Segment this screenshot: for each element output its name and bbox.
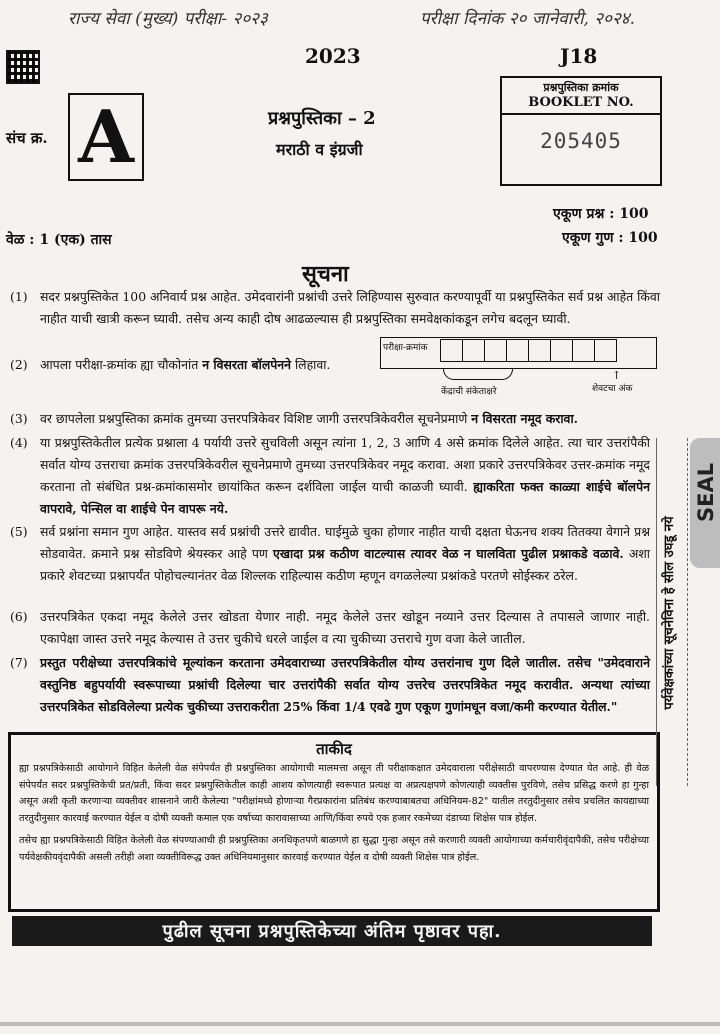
centre-code-brace	[443, 369, 513, 380]
instruction-2: (2) आपला परीक्षा-क्रमांक ह्या चौकोनांत न विसरता बॉलपेनने लिहावा.	[10, 357, 331, 372]
instruction-7: (7) प्रस्तुत परीक्षेच्या उत्तरपत्रिकांचे मूल्यांकन करताना उमेदवाराच्या उत्तरपत्रिकेतील योग्य उत्तरांनाच गुण दिले जातील. तसेच "उमेदवाराने वस्तुनिष्ठ बहुपर्यायी स्वरूपाच्या प्रश्नांची दिलेल्या चार उत्तरांपैकी सर्वात योग्य उत्तरेच उत्तरपत्रिकेत नमूद करावीत. अन्यथा त्यांच्या उत्तरपत्रिकेत सोडविलेल्या प्रत्येक चुकीच्या उत्तराकरीता 25% किंवा 1/4 एवढे गुण एकूण गुणांमधून वजा/कमी करण्यात येतील."	[10, 655, 650, 714]
instruction-4: (4) या प्रश्नपुस्तिकेतील प्रत्येक प्रश्नाला 4 पर्यायी उत्तरे सुचविली असून त्यांना 1, 2, 3 आणि 4 असे क्रमांक दिलेले आहेत. त्या चार उत्तरांपैकी सर्वात योग्य उत्तराचा क्रमांक उत्तरपत्रिकेवरील सूचनेप्रमाणे तुमच्या उत्तरपत्रिकेवर नमूद करावा. अशा प्रकारे उत्तरपत्रिकेवर उत्तर-क्रमांक नमूद करताना तो संबंधित प्रश्न-क्रमांकासमोर छायांकित करून दर्शविला जाईल याची काळजी घ्यावी. ह्याकरिता फक्त काळ्या शाईचे बॉलपेन वापरावे, पेन्सिल वा शाईचे पेन वापरू नये.	[10, 435, 650, 516]
warning-para-1: ह्या प्रश्नपत्रिकेसाठी आयोगाने विहित केलेली वेळ संपेपर्यंत ही प्रश्नपुस्तिका आयोगाची मालमत्ता असून ती परीक्षाकक्षात उमेदवाराला परीक्षेसाठी वापरण्यास देण्यात येत आहे. ही वेळ संपेपर्यंत सदर प्रश्नपुस्तिकेची प्रत/प्रती, किंवा सदर प्रश्नपुस्तिकेतील काही आशय कोणत्याही स्वरूपात प्रत्यक्ष वा अप्रत्यक्षपणे कोणत्याही व्यक्तीस पुरविणे, तसेच प्रसिद्ध करणे हा गुन्हा असून अशी कृती करणाऱ्या व्यक्तीवर शासनाने जारी केलेल्या "परीक्षांमध्ये होणाऱ्या गैरप्रकारांना प्रतिबंध करण्याबाबतचा अधिनियम-82" यातील तरतुदीनुसार तसेच प्रचलित कायद्याच्या तरतुदीनुसार कारवाई करण्यात येईल व दोषी व्यक्ती कमाल एक वर्षाच्या कारावासाच्या आणि/किंवा रुपये एक हजार रकमेच्या दंडाच्या शिक्षेस पात्र होईल.	[19, 763, 649, 824]
total-marks: एकूण गुण : 100	[562, 230, 658, 246]
roll-digit-cell[interactable]	[440, 339, 463, 362]
set-label: संच क्र.	[6, 129, 48, 147]
handwritten-exam-name: राज्य सेवा (मुख्य) परीक्षा- २०२३	[68, 9, 268, 29]
roll-digit-cell[interactable]	[528, 339, 551, 362]
booklet-number: 205405	[540, 129, 622, 153]
roll-digit-cell[interactable]	[594, 339, 617, 362]
warning-box	[8, 732, 660, 912]
time-allowed: वेळ : 1 (एक) तास	[6, 232, 112, 248]
last-digit-caption: शेवटचा अंक	[592, 384, 633, 394]
roll-digit-cell[interactable]	[550, 339, 573, 362]
instructions-heading: सूचना	[302, 261, 349, 287]
booklet-title: प्रश्नपुस्तिका – 2	[268, 108, 376, 129]
booklet-no-label-en: BOOKLET NO.	[528, 95, 634, 110]
roll-digit-cell[interactable]	[462, 339, 485, 362]
warning-para-2: तसेच ह्या प्रश्नपत्रिकेसाठी विहित केलेली वेळ संपण्याआधी ही प्रश्नपुस्तिका अनधिकृतपणे बाळगणे हा सुद्धा गुन्हा असून तसे करणारी व्यक्ती आयोगाच्या कर्मचारीवृंदापैकी, तसेच परीक्षेच्या पर्यवेक्षकीयवृंदापैकी असली तरीही अशा व्यक्तीविरूद्ध उक्त अधिनियमानुसार कारवाई करण्यात येईल व दोषी व्यक्ती शिक्षेस पात्र होईल.	[19, 835, 649, 863]
total-questions: एकूण प्रश्न : 100	[553, 206, 649, 222]
handwritten-exam-date: परीक्षा दिनांक २० जानेवारी, २०२४.	[420, 9, 636, 29]
footer-banner: पुढील सूचना प्रश्नपुस्तिकेच्या अंतिम पृष्ठावर पहा.	[12, 916, 652, 946]
page-edge	[0, 1022, 720, 1026]
set-letter: A	[78, 94, 134, 179]
roll-digit-cell[interactable]	[484, 339, 507, 362]
roll-digit-cell[interactable]	[572, 339, 595, 362]
booklet-no-label-mr: प्रश्नपुस्तिका क्रमांक	[543, 81, 619, 94]
seal-tab-label: SEAL	[694, 462, 718, 522]
roll-grid-label: परीक्षा-क्रमांक	[383, 343, 428, 353]
instruction-6: (6) उत्तरपत्रिकेत एकदा नमूद केलेले उत्तर खोडता येणार नाही. नमूद केलेले उत्तर खोडून नव्याने उत्तर दिल्यास ते तपासले जाणार नाही. एकापेक्षा जास्त उत्तरे नमूद केल्यास ते उत्तर चुकीचे धरले जाईल व त्या चुकीच्या उत्तराचे गुण वजा केले जातील.	[10, 609, 650, 646]
paper-code: J18	[560, 44, 598, 68]
instruction-3: (3) वर छापलेला प्रश्नपुस्तिका क्रमांक तुमच्या उत्तरपत्रिकेवर विशिष्ट जागी उत्तरपत्रिकेवरील सूचनेप्रमाणे न विसरता नमूद करावा.	[10, 411, 578, 426]
centre-code-caption: केंद्राची संकेताक्षरे	[441, 387, 497, 397]
seal-strip[interactable]	[648, 438, 720, 786]
warning-title: ताकीद	[316, 740, 352, 758]
roll-grid-cells	[440, 339, 616, 362]
roll-number-grid	[380, 337, 657, 369]
booklet-subject: मराठी व इंग्रजी	[276, 140, 363, 159]
set-letter-box	[68, 93, 144, 181]
instruction-1: (1) सदर प्रश्नपुस्तिकेत 100 अनिवार्य प्रश्न आहेत. उमेदवारांनी प्रश्नांची उत्तरे लिहिण्यास सुरुवात करण्यापूर्वी या प्रश्नपुस्तिकेत सर्व प्रश्न आहेत किंवा नाहीत याची खात्री करून घ्यावी. तसेच अन्य काही दोष आढळल्यास ही प्रश्नपुस्तिका समवेक्षकांकडून लगेच बदलून घ्यावी.	[10, 289, 660, 326]
roll-digit-cell[interactable]	[506, 339, 529, 362]
booklet-number-box	[500, 76, 662, 186]
seal-instruction: पर्यवेक्षकांच्या सूचनेविना हे सील उघडू नये	[662, 516, 677, 710]
qr-code-icon	[6, 50, 40, 84]
instruction-5: (5) सर्व प्रश्नांना समान गुण आहेत. यास्तव सर्व प्रश्नांची उत्तरे द्यावीत. घाईमुळे चुका होणार नाहीत याची दक्षता घेऊनच शक्य तितक्या वेगाने प्रश्न सोडवावेत. क्रमाने प्रश्न सोडविणे श्रेयस्कर आहे पण एखादा प्रश्न कठीण वाटल्यास त्यावर वेळ न घालविता पुढील प्रश्नाकडे वळावे. अशा प्रकारे शेवटच्या प्रश्नापर्यंत पोहोचल्यानंतर वेळ शिल्लक राहिल्यास कठीण म्हणून वगळलेल्या प्रश्नांकडे परतणे सोईस्कर ठरेल.	[10, 524, 651, 583]
year: 2023	[305, 44, 361, 68]
arrow-up-icon: ↑	[612, 369, 622, 382]
